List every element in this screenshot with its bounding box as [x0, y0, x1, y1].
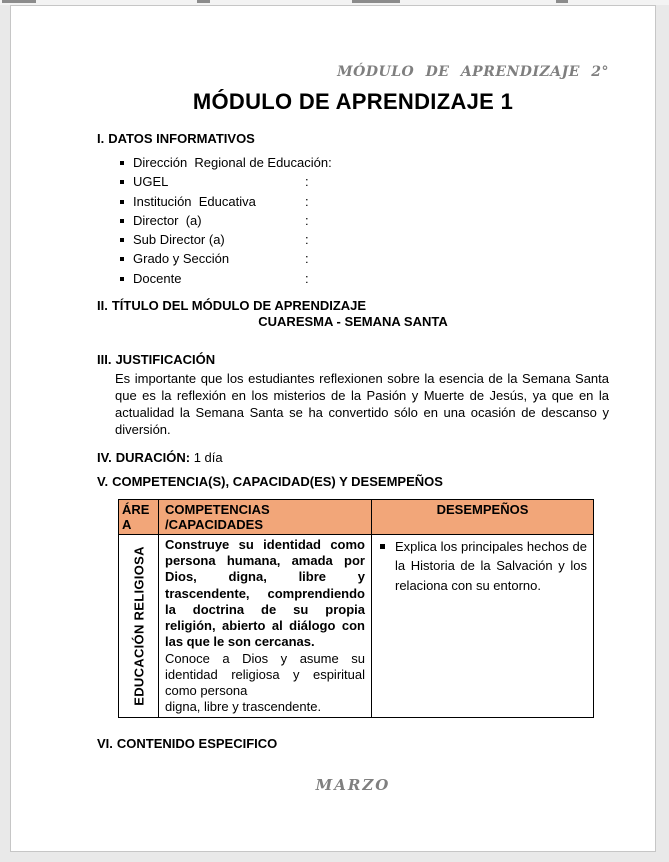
section-heading-competencia — [97, 474, 609, 490]
list-item-colon: : — [305, 193, 309, 209]
competencia-text-normal: Conoce a Dios y asume su identidad religiosa y espiritual como persona — [165, 650, 365, 698]
list-item-label: Director (a) — [133, 212, 202, 228]
section-title: DURACIÓN: — [115, 450, 191, 466]
section-title: COMPETENCIA(S), CAPACIDAD(ES) Y DESEMPEÑOS — [112, 474, 443, 490]
month-caption: MARZO — [315, 776, 391, 795]
list-item — [97, 172, 609, 191]
bullet-square-icon — [380, 544, 385, 549]
duracion-value: 1 día — [190, 450, 223, 466]
section-number: III. — [97, 352, 112, 368]
bullet-square-icon — [120, 180, 124, 184]
toolbar-text-fragment — [197, 0, 210, 3]
list-item — [97, 211, 609, 230]
section-title: TÍTULO DEL MÓDULO DE APRENDIZAJE — [111, 298, 367, 314]
bullet-square-icon — [120, 219, 124, 223]
section-title: JUSTIFICACIÓN — [115, 352, 216, 368]
list-item — [97, 192, 609, 211]
toolbar-text-fragment — [556, 0, 568, 3]
column-header-competencias: COMPETENCIAS /CAPACIDADES — [159, 500, 372, 535]
section-title: CONTENIDO ESPECIFICO — [116, 736, 278, 752]
list-item-label: Grado y Sección — [133, 251, 230, 267]
cell-competencias — [159, 535, 372, 718]
bullet-square-icon — [120, 238, 124, 242]
document-page[interactable] — [10, 5, 656, 852]
list-item-colon: : — [305, 251, 309, 267]
toolbar-text-fragment — [2, 0, 36, 3]
cell-area — [119, 535, 159, 718]
section-number: IV. — [97, 450, 112, 466]
list-item-label: Sub Director (a) — [133, 232, 225, 248]
list-item-colon: : — [305, 232, 309, 248]
section-number: VI. — [97, 736, 113, 752]
list-item-label: UGEL — [133, 174, 169, 190]
list-item-label: Docente — [133, 270, 182, 286]
column-header-desempenos: DESEMPEÑOS — [372, 500, 594, 535]
list-item-label: Dirección Regional de Educación: — [133, 155, 332, 170]
section-number: V. — [97, 474, 109, 490]
section-heading-justificacion — [97, 352, 609, 368]
list-item — [97, 230, 609, 249]
table-row — [119, 535, 594, 718]
competencia-text-normal-last: digna, libre y trascendente. — [165, 699, 322, 715]
bullet-square-icon — [120, 161, 124, 165]
section-number: I. — [97, 131, 105, 146]
column-header-area: ÁREA — [119, 500, 159, 535]
justificacion-paragraph: Es importante que los estudiantes reflexionen sobre la esencia de la Semana Santa que es la reflexión en los misterios de la Pasión y Muerte de Jesús, ya que en la actualidad la Semana Santa se ha convertido sólo en una ocasión de descanso y diversión. — [115, 371, 609, 438]
document-title: MÓDULO DE APRENDIZAJE 1 — [192, 89, 514, 114]
running-head: MÓDULO DE APRENDIZAJE 2° — [337, 64, 609, 80]
section-heading-duracion — [97, 450, 609, 466]
cell-desempenos — [372, 535, 594, 718]
section-heading-titulo — [97, 298, 609, 314]
competencia-text-bold: Construye su identidad como persona humana, amada por Dios, digna, libre y trascendente, comprendiendo la doctrina de su propia religión, abierto al diálogo con las que le son cercanas. — [165, 537, 365, 650]
list-item-colon: : — [305, 270, 309, 286]
section-heading-contenido — [97, 736, 609, 752]
competencias-table — [118, 499, 594, 718]
list-item-colon: : — [305, 212, 309, 228]
list-item — [97, 249, 609, 268]
toolbar-text-fragment — [352, 0, 400, 3]
list-item — [97, 269, 609, 288]
area-vertical-label: EDUCACIÓN RELIGIOSA — [131, 546, 146, 706]
bullet-square-icon — [120, 277, 124, 281]
section-heading-datos — [97, 131, 609, 147]
section-number: II. — [97, 298, 108, 314]
bullet-square-icon — [120, 257, 124, 261]
list-item-label: Institución Educativa — [133, 193, 256, 209]
module-subtitle: CUARESMA - SEMANA SANTA — [258, 314, 448, 330]
table-header-row — [119, 500, 594, 535]
bullet-square-icon — [120, 200, 124, 204]
datos-informativos-list — [97, 153, 609, 288]
list-item-colon: : — [305, 174, 309, 190]
desempeno-item — [378, 537, 587, 595]
list-item — [97, 153, 609, 172]
section-title: DATOS INFORMATIVOS — [108, 131, 255, 146]
desempeno-text: Explica los principales hechos de la Historia de la Salvación y los relaciona con su entorno. — [395, 539, 587, 593]
